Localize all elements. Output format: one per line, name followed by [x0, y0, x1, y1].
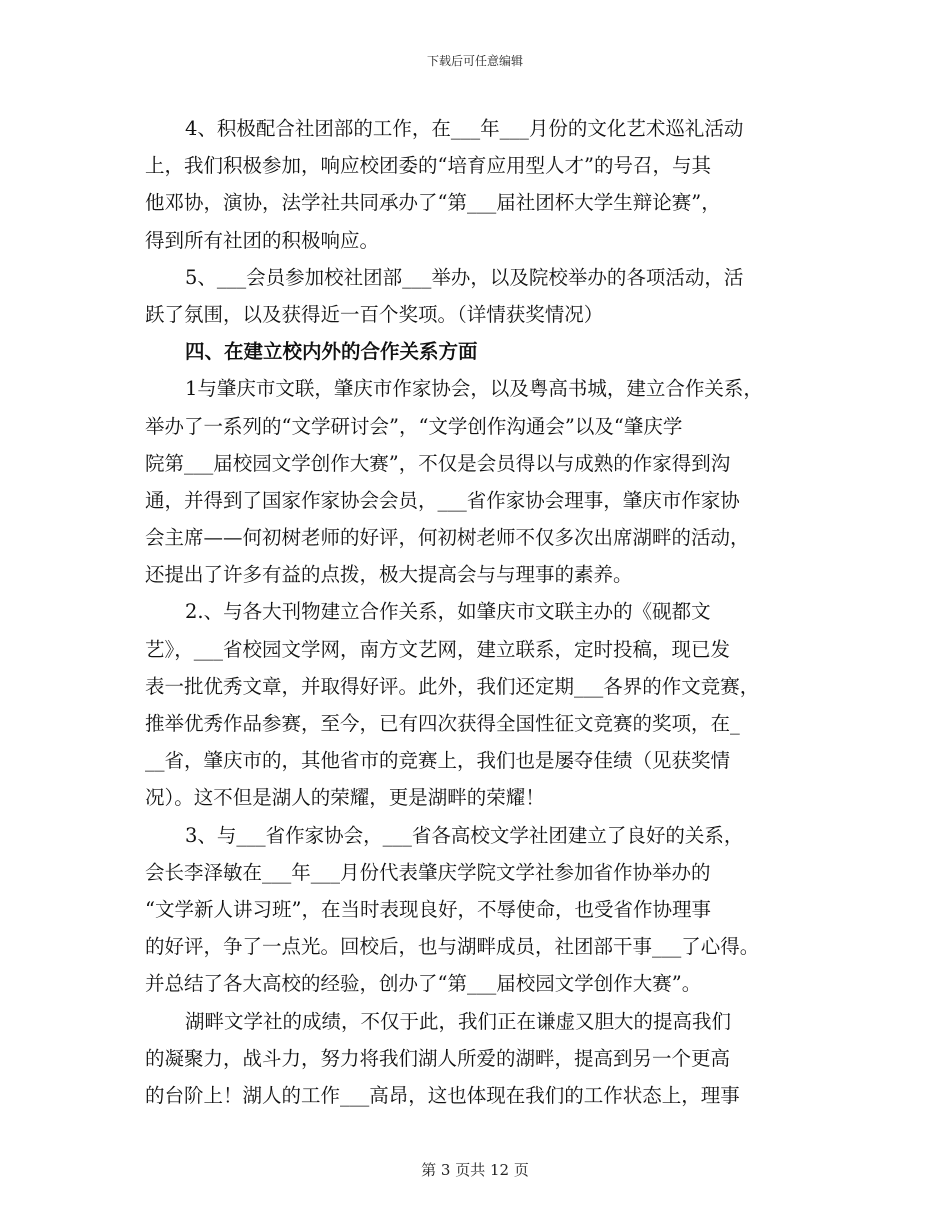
- paragraph-line: 举办了一系列的“文学研讨会”，“文学创作沟通会”以及“肇庆学: [145, 414, 683, 438]
- paragraph-line: 1与肇庆市文联，肇庆市作家协会，以及粤高书城，建立合作关系，: [185, 377, 763, 401]
- paragraph-line: 况）。这不但是湖人的荣耀，更是湖畔的荣耀！: [145, 786, 545, 810]
- paragraph-line: 通，并得到了国家作家协会会员，___省作家协会理事，肇庆市作家协: [145, 488, 740, 512]
- document-body: [145, 110, 810, 1114]
- paragraph-line: 3、与___省作家协会，___省各高校文学社团建立了良好的关系，: [185, 823, 744, 847]
- paragraph-line: 艺》，___省校园文学网，南方文艺网，建立联系，定时投稿，现已发: [145, 637, 731, 661]
- paragraph-line: 得到所有社团的积极响应。: [145, 228, 380, 252]
- paragraph-line: 跃了氛围，以及获得近一百个奖项。（详情获奖情况）: [145, 302, 604, 326]
- paragraph-line: 还提出了许多有益的点拨，极大提高会与与理事的素养。: [145, 563, 633, 587]
- paragraph-line: 院第___届校园文学创作大赛”，不仅是会员得以与成熟的作家得到沟: [145, 451, 731, 475]
- paragraph-line: 2.、与各大刊物建立合作关系，如肇庆市文联主办的《砚都文: [185, 600, 711, 624]
- paragraph-line: 并总结了各大高校的经验，创办了“第___届校园文学创作大赛”。: [145, 972, 702, 996]
- page-number-footer: 第 3 页共 12 页: [421, 1161, 529, 1179]
- section-heading: 四、在建立校内外的合作关系方面: [185, 340, 478, 364]
- paragraph-line: “文学新人讲习班”，在当时表现良好，不辱使命，也受省作协理事: [145, 897, 711, 921]
- paragraph-line: 他邓协，演协，法学社共同承办了“第___届社团杯大学生辩论赛”，: [145, 191, 721, 215]
- paragraph-line: 的台阶上！湖人的工作___高昂，这也体现在我们的工作状态上，理事: [145, 1083, 740, 1107]
- paragraph-line: 5、___会员参加校社团部___举办，以及院校举办的各项活动，活: [185, 265, 744, 289]
- paragraph-line: 的好评，争了一点光。回校后，也与湖畔成员，社团部干事___了心得。: [145, 935, 760, 959]
- paragraph-line: 推举优秀作品参赛，至今，已有四次获得全国性征文竞赛的奖项，在_: [145, 712, 740, 735]
- paragraph-line: 湖畔文学社的成绩，不仅于此，我们正在谦虚又胆大的提高我们: [185, 1009, 732, 1033]
- paragraph-line: 4、积极配合社团部的工作，在___年___月份的文化艺术巡礼活动: [185, 117, 744, 140]
- paragraph-line: 会长李泽敏在___年___月份代表肇庆学院文学社参加省作协举办的: [145, 860, 711, 884]
- page-header: 下载后可任意编辑: [426, 54, 523, 68]
- paragraph-line: 的凝聚力，战斗力，努力将我们湖人所爱的湖畔，提高到另一个更高: [145, 1046, 731, 1070]
- paragraph-line: __省，肇庆市的，其他省市的竞赛上，我们也是屡夺佳绩（见获奖情: [145, 749, 731, 773]
- paragraph-line: 会主席——何初树老师的好评，何初树老师不仅多次出席湖畔的活动，: [145, 526, 750, 550]
- paragraph-line: 表一批优秀文章，并取得好评。此外，我们还定期___各界的作文竞赛，: [145, 674, 760, 698]
- paragraph-line: 上，我们积极参加，响应校团委的“培育应用型人才”的号召，与其: [145, 154, 711, 178]
